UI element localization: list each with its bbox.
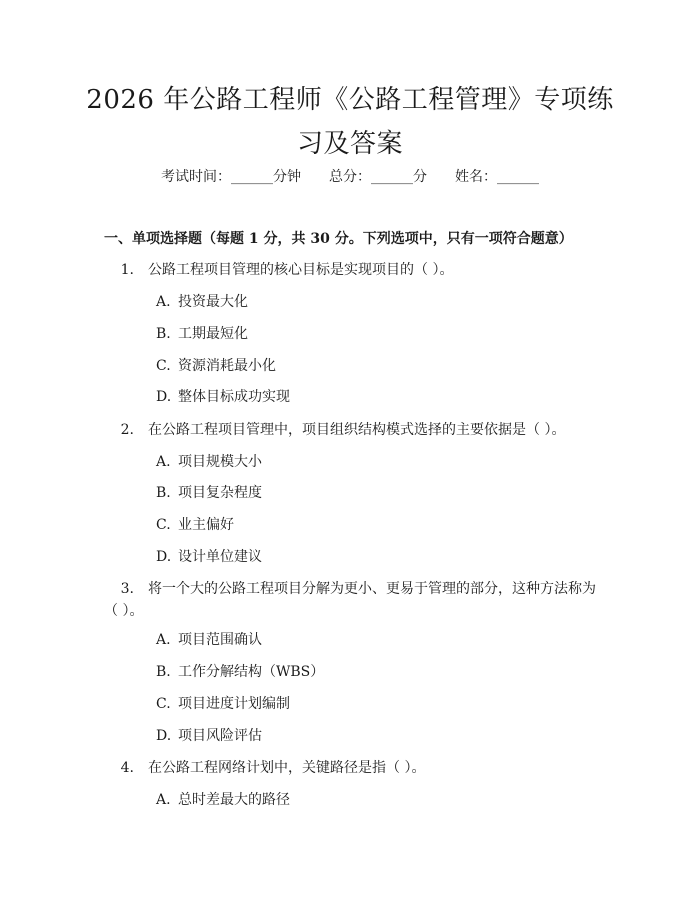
option-text: 工期最短化: [178, 326, 248, 342]
total-score-label: 总分：______分: [329, 169, 427, 185]
exam-time-label: 考试时间：______分钟: [161, 169, 301, 185]
document-title: [60, 78, 640, 166]
option-letter: D.: [156, 728, 172, 744]
option-text: 设计单位建议: [178, 549, 262, 565]
option-text: 项目复杂程度: [178, 485, 262, 501]
option-letter: D.: [156, 389, 172, 405]
question-number: 1.: [120, 262, 134, 278]
option-text: 投资最大化: [178, 294, 248, 310]
option-2a: [156, 451, 262, 473]
question-text: 公路工程项目管理的核心目标是实现项目的（ ）。: [148, 262, 454, 278]
option-text: 项目范围确认: [178, 632, 262, 648]
exam-meta: [0, 166, 700, 188]
question-1: [104, 259, 604, 281]
option-3a: [156, 629, 262, 651]
option-2c: [156, 514, 234, 536]
option-2b: [156, 482, 262, 504]
option-1c: [156, 355, 276, 377]
question-number: 4.: [120, 760, 134, 776]
question-text: 在公路工程项目管理中，项目组织结构模式选择的主要依据是（ ）。: [148, 422, 566, 438]
question-number: 3.: [120, 581, 134, 597]
option-1d: [156, 386, 290, 408]
option-letter: B.: [156, 664, 171, 680]
option-2d: [156, 546, 262, 568]
question-text: 将一个大的公路工程项目分解为更小、更易于管理的部分，这种方法称为: [148, 581, 596, 597]
option-3b: [156, 661, 324, 683]
option-letter: C.: [156, 696, 171, 712]
question-number: 2.: [120, 422, 134, 438]
option-letter: A.: [156, 632, 171, 648]
option-text: 工作分解结构（WBS）: [178, 664, 325, 680]
option-text: 项目进度计划编制: [178, 696, 290, 712]
option-letter: A.: [156, 294, 171, 310]
option-letter: A.: [156, 792, 171, 808]
option-letter: D.: [156, 549, 172, 565]
option-text: 整体目标成功实现: [178, 389, 290, 405]
section-heading: 一、单项选择题（每题 1 分，共 30 分。下列选项中，只有一项符合题意）: [104, 231, 573, 247]
option-text: 资源消耗最小化: [178, 358, 276, 374]
option-text: 总时差最大的路径: [178, 792, 290, 808]
option-text: 项目规模大小: [178, 454, 262, 470]
student-name-label: 姓名：______: [455, 169, 539, 185]
option-3d: [156, 725, 262, 747]
option-letter: A.: [156, 454, 171, 470]
option-letter: C.: [156, 358, 171, 374]
option-text: 业主偏好: [178, 517, 234, 533]
option-letter: B.: [156, 485, 171, 501]
option-1b: [156, 323, 248, 345]
option-4a: [156, 789, 290, 811]
option-text: 项目风险评估: [178, 728, 262, 744]
question-4: [104, 757, 604, 779]
option-letter: C.: [156, 517, 171, 533]
question-text-continued: （ ）。: [104, 603, 144, 619]
option-3c: [156, 693, 290, 715]
title-line-2: 习及答案: [296, 129, 403, 159]
option-1a: [156, 291, 248, 313]
question-3-line-1: [104, 578, 604, 600]
question-2: [104, 419, 604, 441]
question-text: 在公路工程网络计划中，关键路径是指（ ）。: [148, 760, 426, 776]
title-line-1: 2026 年公路工程师《公路工程管理》专项练: [86, 85, 614, 115]
option-letter: B.: [156, 326, 171, 342]
question-3-line-2: [104, 600, 604, 622]
